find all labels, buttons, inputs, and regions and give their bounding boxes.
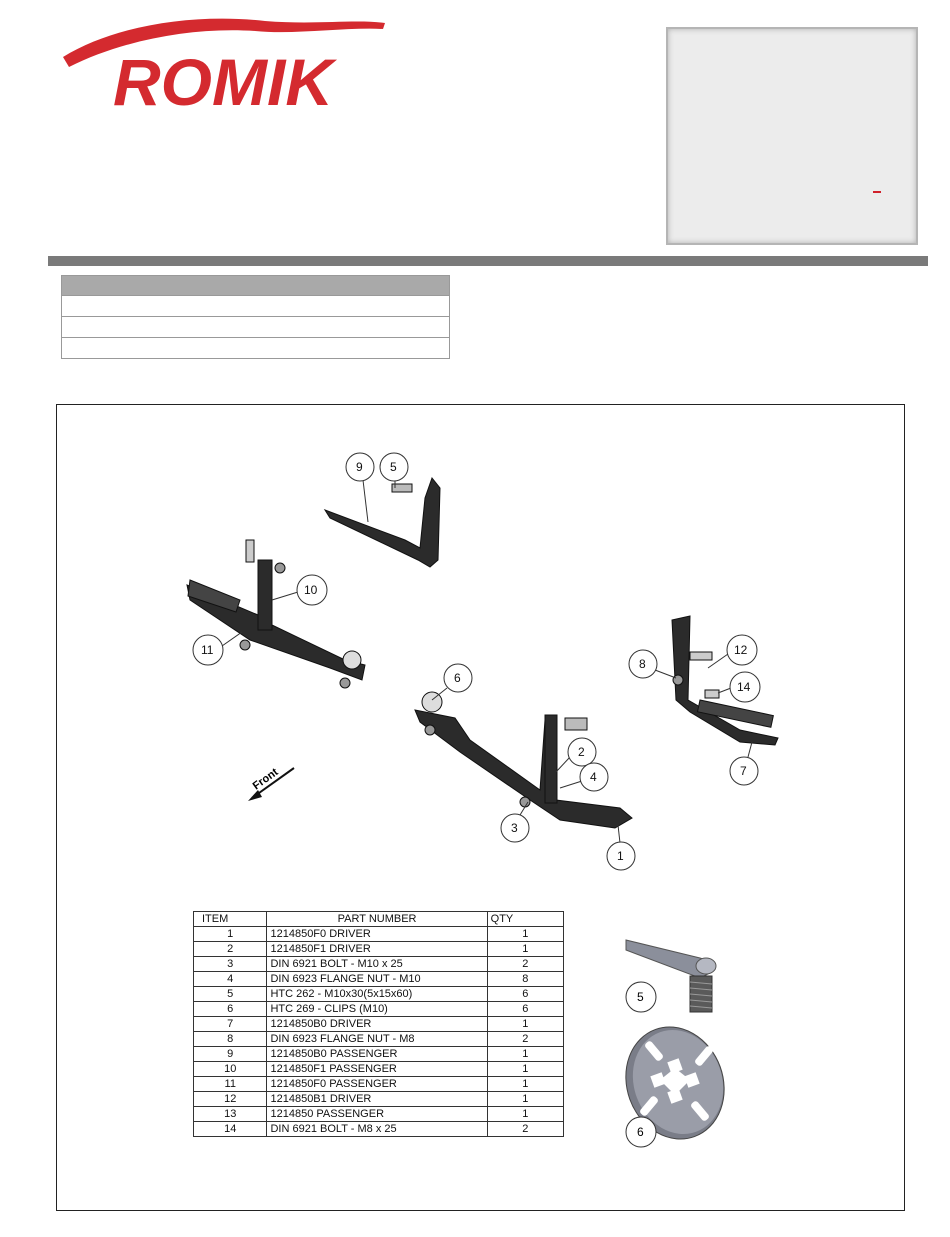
callout-3: [501, 802, 529, 842]
table-row: [194, 1092, 564, 1107]
bom-cell-part-number: 1214850B1 DRIVER: [267, 1092, 487, 1107]
bom-header-item: ITEM: [194, 912, 267, 927]
detail-bolt-label: 5: [637, 990, 644, 1004]
bom-cell-qty: 1: [487, 1077, 563, 1092]
table-row: [194, 942, 564, 957]
callout-7: [730, 742, 758, 785]
bom-cell-part-number: DIN 6923 FLANGE NUT - M8: [267, 1032, 487, 1047]
bom-header-qty: QTY: [487, 912, 563, 927]
bom-cell-part-number: DIN 6923 FLANGE NUT - M10: [267, 972, 487, 987]
svg-text:11: 11: [201, 643, 214, 657]
bolt: [690, 652, 712, 660]
bom-cell-part-number: 1214850F1 DRIVER: [267, 942, 487, 957]
svg-text:3: 3: [511, 821, 518, 835]
callout-12: [708, 635, 757, 668]
table-row: [194, 957, 564, 972]
bom-cell-item: 14: [194, 1122, 267, 1137]
bom-cell-part-number: 1214850B0 DRIVER: [267, 1017, 487, 1032]
bom-cell-item: 2: [194, 942, 267, 957]
callout-6: [432, 664, 472, 700]
callout-1: [607, 825, 635, 870]
bom-cell-qty: 1: [487, 1107, 563, 1122]
svg-text:8: 8: [639, 657, 646, 671]
table-row: [194, 1122, 564, 1137]
bom-cell-part-number: HTC 262 - M10x30(5x15x60): [267, 987, 487, 1002]
bom-body: [194, 927, 564, 1137]
bom-cell-item: 11: [194, 1077, 267, 1092]
bom-cell-item: 10: [194, 1062, 267, 1077]
bom-cell-qty: 8: [487, 972, 563, 987]
svg-text:2: 2: [578, 745, 585, 759]
table-row: [194, 1032, 564, 1047]
bom-cell-qty: 2: [487, 957, 563, 972]
bom-cell-item: 4: [194, 972, 267, 987]
callout-10: [272, 575, 327, 605]
table-row: [194, 927, 564, 942]
bom-cell-item: 8: [194, 1032, 267, 1047]
bom-cell-qty: 1: [487, 927, 563, 942]
bom-header-row: [194, 912, 564, 927]
nut: [425, 725, 435, 735]
svg-text:7: 7: [740, 764, 747, 778]
part-10-upright: [258, 560, 272, 630]
bom-cell-qty: 2: [487, 1032, 563, 1047]
svg-text:10: 10: [304, 583, 318, 597]
bom-cell-part-number: 1214850 PASSENGER: [267, 1107, 487, 1122]
bom-cell-part-number: 1214850F1 PASSENGER: [267, 1062, 487, 1077]
svg-text:9: 9: [356, 460, 363, 474]
bom-cell-part-number: HTC 269 - CLIPS (M10): [267, 1002, 487, 1017]
svg-text:14: 14: [737, 680, 751, 694]
front-arrow: [248, 766, 294, 801]
bom-cell-qty: 2: [487, 1122, 563, 1137]
front-label: Front: [250, 766, 281, 793]
bolt: [246, 540, 254, 562]
svg-text:6: 6: [454, 671, 461, 685]
svg-text:1: 1: [617, 849, 624, 863]
table-row: [194, 987, 564, 1002]
bolt: [565, 718, 587, 730]
table-row: [194, 1047, 564, 1062]
bom-cell-item: 1: [194, 927, 267, 942]
logo-text: ROMIK: [113, 45, 333, 115]
detail-clip-label: 6: [637, 1125, 644, 1139]
callout-11: [193, 632, 242, 665]
bom-cell-qty: 1: [487, 942, 563, 957]
bom-cell-part-number: 1214850F0 PASSENGER: [267, 1077, 487, 1092]
bom-cell-item: 12: [194, 1092, 267, 1107]
part-9-bracket: [325, 478, 440, 567]
callout-4: [560, 763, 608, 791]
bom-cell-qty: 1: [487, 1017, 563, 1032]
part-6-clip: [343, 651, 361, 669]
bom-cell-item: 7: [194, 1017, 267, 1032]
table-row: [194, 1077, 564, 1092]
bom-cell-qty: 1: [487, 1092, 563, 1107]
nut: [340, 678, 350, 688]
table-row: [194, 1017, 564, 1032]
table-row: [194, 1062, 564, 1077]
table-row: [194, 1107, 564, 1122]
bom-cell-part-number: 1214850F0 DRIVER: [267, 927, 487, 942]
bom-cell-qty: 1: [487, 1062, 563, 1077]
callout-9: [346, 453, 374, 522]
nut: [673, 675, 683, 685]
bom-cell-item: 3: [194, 957, 267, 972]
bom-cell-qty: 1: [487, 1047, 563, 1062]
detail-clip: [610, 1013, 739, 1153]
bolt: [705, 690, 719, 698]
nut: [275, 563, 285, 573]
bom-cell-item: 5: [194, 987, 267, 1002]
bom-cell-qty: 6: [487, 1002, 563, 1017]
detail-bolt: [626, 940, 716, 1012]
svg-text:4: 4: [590, 770, 597, 784]
bom-cell-item: 6: [194, 1002, 267, 1017]
bom-cell-qty: 6: [487, 987, 563, 1002]
bom-cell-part-number: DIN 6921 BOLT - M8 x 25: [267, 1122, 487, 1137]
bom-header-part-number: PART NUMBER: [267, 912, 487, 927]
bom-cell-part-number: 1214850B0 PASSENGER: [267, 1047, 487, 1062]
table-row: [194, 1002, 564, 1017]
svg-text:5: 5: [390, 460, 397, 474]
callout-8: [629, 650, 676, 678]
callout-14: [718, 672, 760, 702]
table-row: [194, 972, 564, 987]
callout-5: [380, 453, 408, 488]
bom-table: [193, 911, 564, 1137]
bom-cell-item: 13: [194, 1107, 267, 1122]
nut: [240, 640, 250, 650]
bom-cell-part-number: DIN 6921 BOLT - M10 x 25: [267, 957, 487, 972]
bom-cell-item: 9: [194, 1047, 267, 1062]
part-2-upright: [545, 715, 557, 803]
nut: [520, 797, 530, 807]
svg-text:12: 12: [734, 643, 748, 657]
